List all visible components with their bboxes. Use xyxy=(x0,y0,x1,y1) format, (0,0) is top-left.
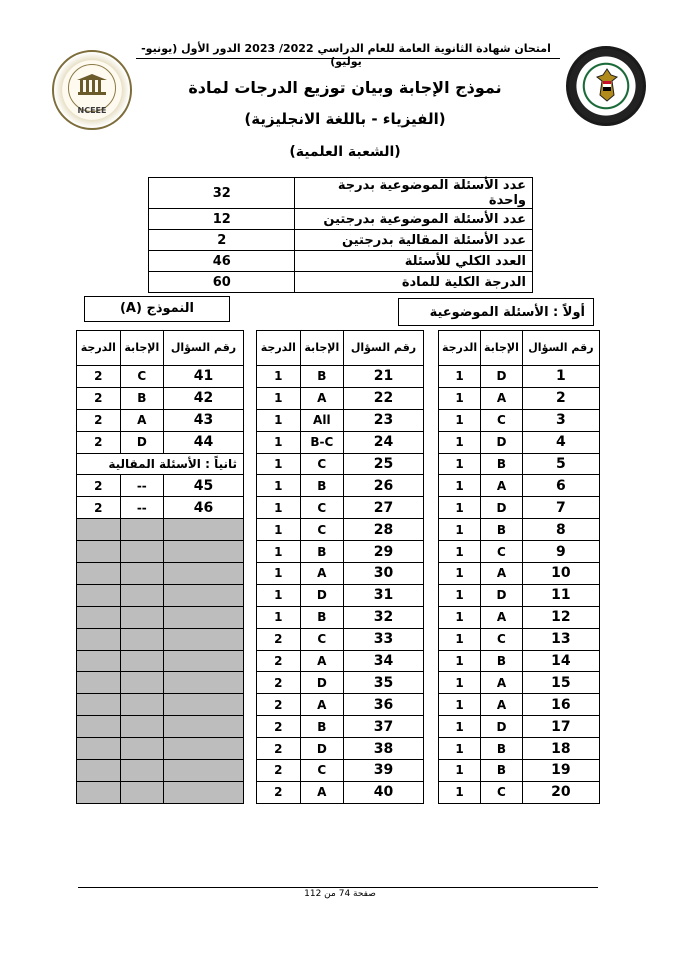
grade-cell: 1 xyxy=(439,650,481,672)
objective-section-label: أولاً : الأسئلة الموضوعية xyxy=(398,298,594,326)
empty-cell xyxy=(77,738,121,760)
grade-cell: 2 xyxy=(257,781,301,803)
grade-cell: 1 xyxy=(439,563,481,585)
grade-cell: 1 xyxy=(439,628,481,650)
question-number-cell: 17 xyxy=(522,716,599,738)
grade-cell: 1 xyxy=(257,606,301,628)
table-row xyxy=(257,541,424,563)
question-number-cell: 25 xyxy=(343,453,423,475)
question-number-cell: 18 xyxy=(522,738,599,760)
answer-cell: C xyxy=(481,541,523,563)
empty-cell xyxy=(163,694,243,716)
grade-cell: 1 xyxy=(439,409,481,431)
question-number-cell: 26 xyxy=(343,475,423,497)
question-number-cell: 4 xyxy=(522,431,599,453)
table-row xyxy=(257,584,424,606)
grade-cell: 1 xyxy=(257,387,301,409)
question-number-cell: 7 xyxy=(522,497,599,519)
table-row xyxy=(439,650,600,672)
grade-cell: 1 xyxy=(439,716,481,738)
table-row xyxy=(77,409,244,431)
answer-cell: A xyxy=(300,694,343,716)
grade-cell: 1 xyxy=(257,453,301,475)
table-row xyxy=(257,781,424,803)
grade-cell: 2 xyxy=(77,431,121,453)
table-row xyxy=(77,497,244,519)
summary-label: عدد الأسئلة المقالية بدرجتين xyxy=(295,230,533,251)
empty-cell xyxy=(120,628,163,650)
empty-cell xyxy=(77,606,121,628)
page-title: نموذج الإجابة وبيان توزيع الدرجات لمادة xyxy=(188,78,502,97)
question-number-cell: 46 xyxy=(163,497,243,519)
answer-cell: C xyxy=(481,409,523,431)
answer-cell: B xyxy=(300,475,343,497)
empty-row xyxy=(77,628,244,650)
grade-cell: 1 xyxy=(439,606,481,628)
table-row xyxy=(439,519,600,541)
summary-table xyxy=(148,177,533,293)
table-row xyxy=(439,628,600,650)
summary-row xyxy=(149,178,533,209)
table-row xyxy=(439,497,600,519)
table-row xyxy=(257,738,424,760)
empty-cell xyxy=(163,716,243,738)
question-number-cell: 13 xyxy=(522,628,599,650)
answer-header: الإجابة xyxy=(300,331,343,366)
answer-cell: A xyxy=(481,694,523,716)
empty-cell xyxy=(120,738,163,760)
table-row xyxy=(257,672,424,694)
empty-cell xyxy=(120,716,163,738)
grade-cell: 2 xyxy=(257,650,301,672)
answer-header: الإجابة xyxy=(481,331,523,366)
empty-row xyxy=(77,781,244,803)
grade-cell: 1 xyxy=(439,694,481,716)
answer-cell: D xyxy=(481,497,523,519)
table-row xyxy=(439,409,600,431)
table-row xyxy=(257,453,424,475)
answer-cell: A xyxy=(481,563,523,585)
question-number-cell: 15 xyxy=(522,672,599,694)
division-title: (الشعبة العلمية) xyxy=(289,144,401,160)
empty-cell xyxy=(163,760,243,782)
summary-value: 2 xyxy=(149,230,295,251)
empty-row xyxy=(77,694,244,716)
question-number-cell: 41 xyxy=(163,366,243,388)
empty-cell xyxy=(120,584,163,606)
table-row xyxy=(439,584,600,606)
answer-cell: B xyxy=(300,606,343,628)
grade-cell: 2 xyxy=(257,628,301,650)
answer-key-page xyxy=(20,20,659,940)
empty-cell xyxy=(163,738,243,760)
table-row xyxy=(257,519,424,541)
empty-row xyxy=(77,716,244,738)
summary-label: عدد الأسئلة الموضوعية بدرجة واحدة xyxy=(295,178,533,209)
answer-cell: A xyxy=(300,563,343,585)
table-row xyxy=(439,541,600,563)
table-row xyxy=(439,431,600,453)
answer-cell: B xyxy=(481,760,523,782)
answer-cell: D xyxy=(300,584,343,606)
answer-cell: -- xyxy=(120,475,163,497)
grade-cell: 1 xyxy=(439,781,481,803)
empty-cell xyxy=(120,760,163,782)
grade-cell: 1 xyxy=(439,475,481,497)
answer-cell: -- xyxy=(120,497,163,519)
answer-cell: A xyxy=(300,387,343,409)
grade-header: الدرجة xyxy=(439,331,481,366)
question-number-cell: 9 xyxy=(522,541,599,563)
summary-value: 12 xyxy=(149,209,295,230)
essay-section-label: ثانياً : الأسئلة المقالية xyxy=(77,453,244,475)
empty-cell xyxy=(77,563,121,585)
table-row xyxy=(257,650,424,672)
answer-cell: D xyxy=(300,672,343,694)
table-row xyxy=(77,431,244,453)
grade-cell: 2 xyxy=(257,672,301,694)
answer-cell: A xyxy=(120,409,163,431)
empty-cell xyxy=(77,716,121,738)
summary-row xyxy=(149,251,533,272)
answer-cell: D xyxy=(481,366,523,388)
answer-cell: All xyxy=(300,409,343,431)
answer-cell: D xyxy=(481,431,523,453)
empty-cell xyxy=(120,650,163,672)
answer-cell: A xyxy=(300,650,343,672)
answer-cell: B-C xyxy=(300,431,343,453)
empty-cell xyxy=(120,541,163,563)
empty-row xyxy=(77,541,244,563)
answer-cell: D xyxy=(481,716,523,738)
answer-cell: C xyxy=(481,781,523,803)
answer-cell: C xyxy=(120,366,163,388)
answer-cell: C xyxy=(481,628,523,650)
grade-cell: 1 xyxy=(257,409,301,431)
table-row xyxy=(439,738,600,760)
table-row xyxy=(257,475,424,497)
empty-cell xyxy=(77,694,121,716)
question-number-cell: 30 xyxy=(343,563,423,585)
answer-header: الإجابة xyxy=(120,331,163,366)
summary-label: الدرجة الكلية للمادة xyxy=(295,272,533,293)
answer-cell: C xyxy=(300,628,343,650)
question-number-cell: 42 xyxy=(163,387,243,409)
question-number-cell: 40 xyxy=(343,781,423,803)
grade-cell: 2 xyxy=(77,497,121,519)
answer-cell: B xyxy=(481,738,523,760)
table-row xyxy=(439,606,600,628)
nceee-seal-icon xyxy=(52,50,132,130)
answer-cell: A xyxy=(300,781,343,803)
subject-title: (الفيزياء - باللغة الانجليزية) xyxy=(244,110,446,128)
empty-cell xyxy=(120,672,163,694)
grade-cell: 2 xyxy=(257,760,301,782)
table-row xyxy=(439,672,600,694)
empty-row xyxy=(77,672,244,694)
empty-row xyxy=(77,563,244,585)
question-number-cell: 44 xyxy=(163,431,243,453)
question-number-cell: 8 xyxy=(522,519,599,541)
summary-value: 32 xyxy=(149,178,295,209)
empty-cell xyxy=(163,584,243,606)
grade-cell: 1 xyxy=(439,431,481,453)
answers-table-2 xyxy=(256,330,424,804)
empty-cell xyxy=(77,541,121,563)
question-number-cell: 31 xyxy=(343,584,423,606)
grade-cell: 1 xyxy=(439,760,481,782)
empty-cell xyxy=(163,541,243,563)
question-number-cell: 1 xyxy=(522,366,599,388)
grade-cell: 1 xyxy=(257,431,301,453)
table-row xyxy=(257,366,424,388)
table-row xyxy=(77,387,244,409)
grade-cell: 1 xyxy=(439,453,481,475)
table-row xyxy=(439,475,600,497)
question-header: رقم السؤال xyxy=(163,331,243,366)
grade-cell: 1 xyxy=(439,387,481,409)
table-row xyxy=(439,781,600,803)
grade-cell: 2 xyxy=(257,716,301,738)
empty-cell xyxy=(163,650,243,672)
question-number-cell: 11 xyxy=(522,584,599,606)
empty-cell xyxy=(77,519,121,541)
table-row xyxy=(439,694,600,716)
grade-cell: 1 xyxy=(439,541,481,563)
table-row xyxy=(439,387,600,409)
question-number-cell: 21 xyxy=(343,366,423,388)
empty-row xyxy=(77,584,244,606)
summary-row xyxy=(149,272,533,293)
question-header: رقم السؤال xyxy=(343,331,423,366)
grade-cell: 2 xyxy=(77,366,121,388)
grade-cell: 1 xyxy=(257,519,301,541)
empty-cell xyxy=(163,519,243,541)
question-number-cell: 32 xyxy=(343,606,423,628)
table-row xyxy=(439,366,600,388)
answer-cell: D xyxy=(481,584,523,606)
table-row xyxy=(257,387,424,409)
grade-header: الدرجة xyxy=(77,331,121,366)
answer-cell: A xyxy=(481,387,523,409)
grade-cell: 1 xyxy=(439,672,481,694)
grade-cell: 1 xyxy=(439,366,481,388)
question-number-cell: 14 xyxy=(522,650,599,672)
empty-cell xyxy=(77,628,121,650)
summary-value: 60 xyxy=(149,272,295,293)
question-number-cell: 22 xyxy=(343,387,423,409)
model-label: النموذج (A) xyxy=(84,296,230,322)
question-number-cell: 45 xyxy=(163,475,243,497)
grade-cell: 1 xyxy=(257,563,301,585)
table-row xyxy=(439,453,600,475)
answer-cell: B xyxy=(300,366,343,388)
answer-cell: B xyxy=(481,650,523,672)
question-number-cell: 3 xyxy=(522,409,599,431)
grade-cell: 1 xyxy=(257,475,301,497)
empty-cell xyxy=(163,563,243,585)
question-number-cell: 23 xyxy=(343,409,423,431)
answer-cell: C xyxy=(300,519,343,541)
question-number-cell: 38 xyxy=(343,738,423,760)
answer-cell: A xyxy=(481,672,523,694)
table-row xyxy=(257,497,424,519)
empty-cell xyxy=(120,694,163,716)
summary-value: 46 xyxy=(149,251,295,272)
empty-cell xyxy=(77,672,121,694)
answer-cell: D xyxy=(120,431,163,453)
grade-cell: 2 xyxy=(257,738,301,760)
seal-left-text: NCEEE xyxy=(77,106,107,115)
table-row xyxy=(257,563,424,585)
question-number-cell: 12 xyxy=(522,606,599,628)
answer-cell: B xyxy=(300,541,343,563)
header-divider xyxy=(136,58,560,59)
question-number-cell: 19 xyxy=(522,760,599,782)
answer-cell: B xyxy=(300,716,343,738)
question-number-cell: 6 xyxy=(522,475,599,497)
table-row xyxy=(77,366,244,388)
empty-cell xyxy=(77,584,121,606)
table-row xyxy=(77,475,244,497)
table-row xyxy=(439,563,600,585)
summary-row xyxy=(149,230,533,251)
table-row xyxy=(257,606,424,628)
summary-row xyxy=(149,209,533,230)
question-number-cell: 35 xyxy=(343,672,423,694)
essay-section-row xyxy=(77,453,244,475)
question-number-cell: 34 xyxy=(343,650,423,672)
empty-cell xyxy=(120,519,163,541)
answer-cell: B xyxy=(481,519,523,541)
empty-cell xyxy=(163,628,243,650)
question-number-cell: 36 xyxy=(343,694,423,716)
table-row xyxy=(257,694,424,716)
question-number-cell: 37 xyxy=(343,716,423,738)
question-number-cell: 20 xyxy=(522,781,599,803)
table-row xyxy=(439,760,600,782)
answer-cell: B xyxy=(120,387,163,409)
empty-cell xyxy=(77,781,121,803)
grade-cell: 2 xyxy=(77,409,121,431)
empty-cell xyxy=(120,563,163,585)
table-row xyxy=(257,431,424,453)
grade-cell: 1 xyxy=(257,497,301,519)
summary-label: عدد الأسئلة الموضوعية بدرجتين xyxy=(295,209,533,230)
answer-cell: B xyxy=(481,453,523,475)
question-number-cell: 27 xyxy=(343,497,423,519)
answer-cell: C xyxy=(300,760,343,782)
table-row xyxy=(257,409,424,431)
answer-cell: C xyxy=(300,497,343,519)
question-number-cell: 43 xyxy=(163,409,243,431)
empty-cell xyxy=(163,606,243,628)
empty-cell xyxy=(77,760,121,782)
grade-cell: 1 xyxy=(257,541,301,563)
answer-cell: A xyxy=(481,475,523,497)
grade-header: الدرجة xyxy=(257,331,301,366)
footer-divider xyxy=(78,887,598,888)
question-number-cell: 24 xyxy=(343,431,423,453)
empty-cell xyxy=(163,781,243,803)
answer-cell: D xyxy=(300,738,343,760)
grade-cell: 1 xyxy=(439,497,481,519)
answer-cell: C xyxy=(300,453,343,475)
grade-cell: 1 xyxy=(257,366,301,388)
table-row xyxy=(257,716,424,738)
table-row xyxy=(257,628,424,650)
question-number-cell: 5 xyxy=(522,453,599,475)
grade-cell: 1 xyxy=(439,738,481,760)
empty-cell xyxy=(163,672,243,694)
summary-label: العدد الكلي للأسئلة xyxy=(295,251,533,272)
empty-row xyxy=(77,519,244,541)
grade-cell: 1 xyxy=(439,519,481,541)
question-number-cell: 39 xyxy=(343,760,423,782)
empty-row xyxy=(77,606,244,628)
question-number-cell: 29 xyxy=(343,541,423,563)
question-number-cell: 16 xyxy=(522,694,599,716)
question-header: رقم السؤال xyxy=(522,331,599,366)
empty-cell xyxy=(77,650,121,672)
question-number-cell: 10 xyxy=(522,563,599,585)
question-number-cell: 28 xyxy=(343,519,423,541)
empty-cell xyxy=(120,781,163,803)
grade-cell: 1 xyxy=(439,584,481,606)
empty-row xyxy=(77,738,244,760)
answers-table-3 xyxy=(76,330,244,804)
grade-cell: 2 xyxy=(77,475,121,497)
answer-cell: A xyxy=(481,606,523,628)
grade-cell: 2 xyxy=(257,694,301,716)
question-number-cell: 2 xyxy=(522,387,599,409)
empty-row xyxy=(77,760,244,782)
page-number: صفحة 74 من 112 xyxy=(304,889,376,899)
empty-row xyxy=(77,650,244,672)
grade-cell: 2 xyxy=(77,387,121,409)
table-row xyxy=(257,760,424,782)
exam-header: امتحان شهادة الثانوية العامة للعام الدراسي 2022/ 2023 الدور الأول (يونيو- يوليو) xyxy=(141,42,551,68)
answers-table-1 xyxy=(438,330,600,804)
table-row xyxy=(439,716,600,738)
grade-cell: 1 xyxy=(257,584,301,606)
question-number-cell: 33 xyxy=(343,628,423,650)
empty-cell xyxy=(120,606,163,628)
ministry-seal-icon xyxy=(566,46,646,126)
